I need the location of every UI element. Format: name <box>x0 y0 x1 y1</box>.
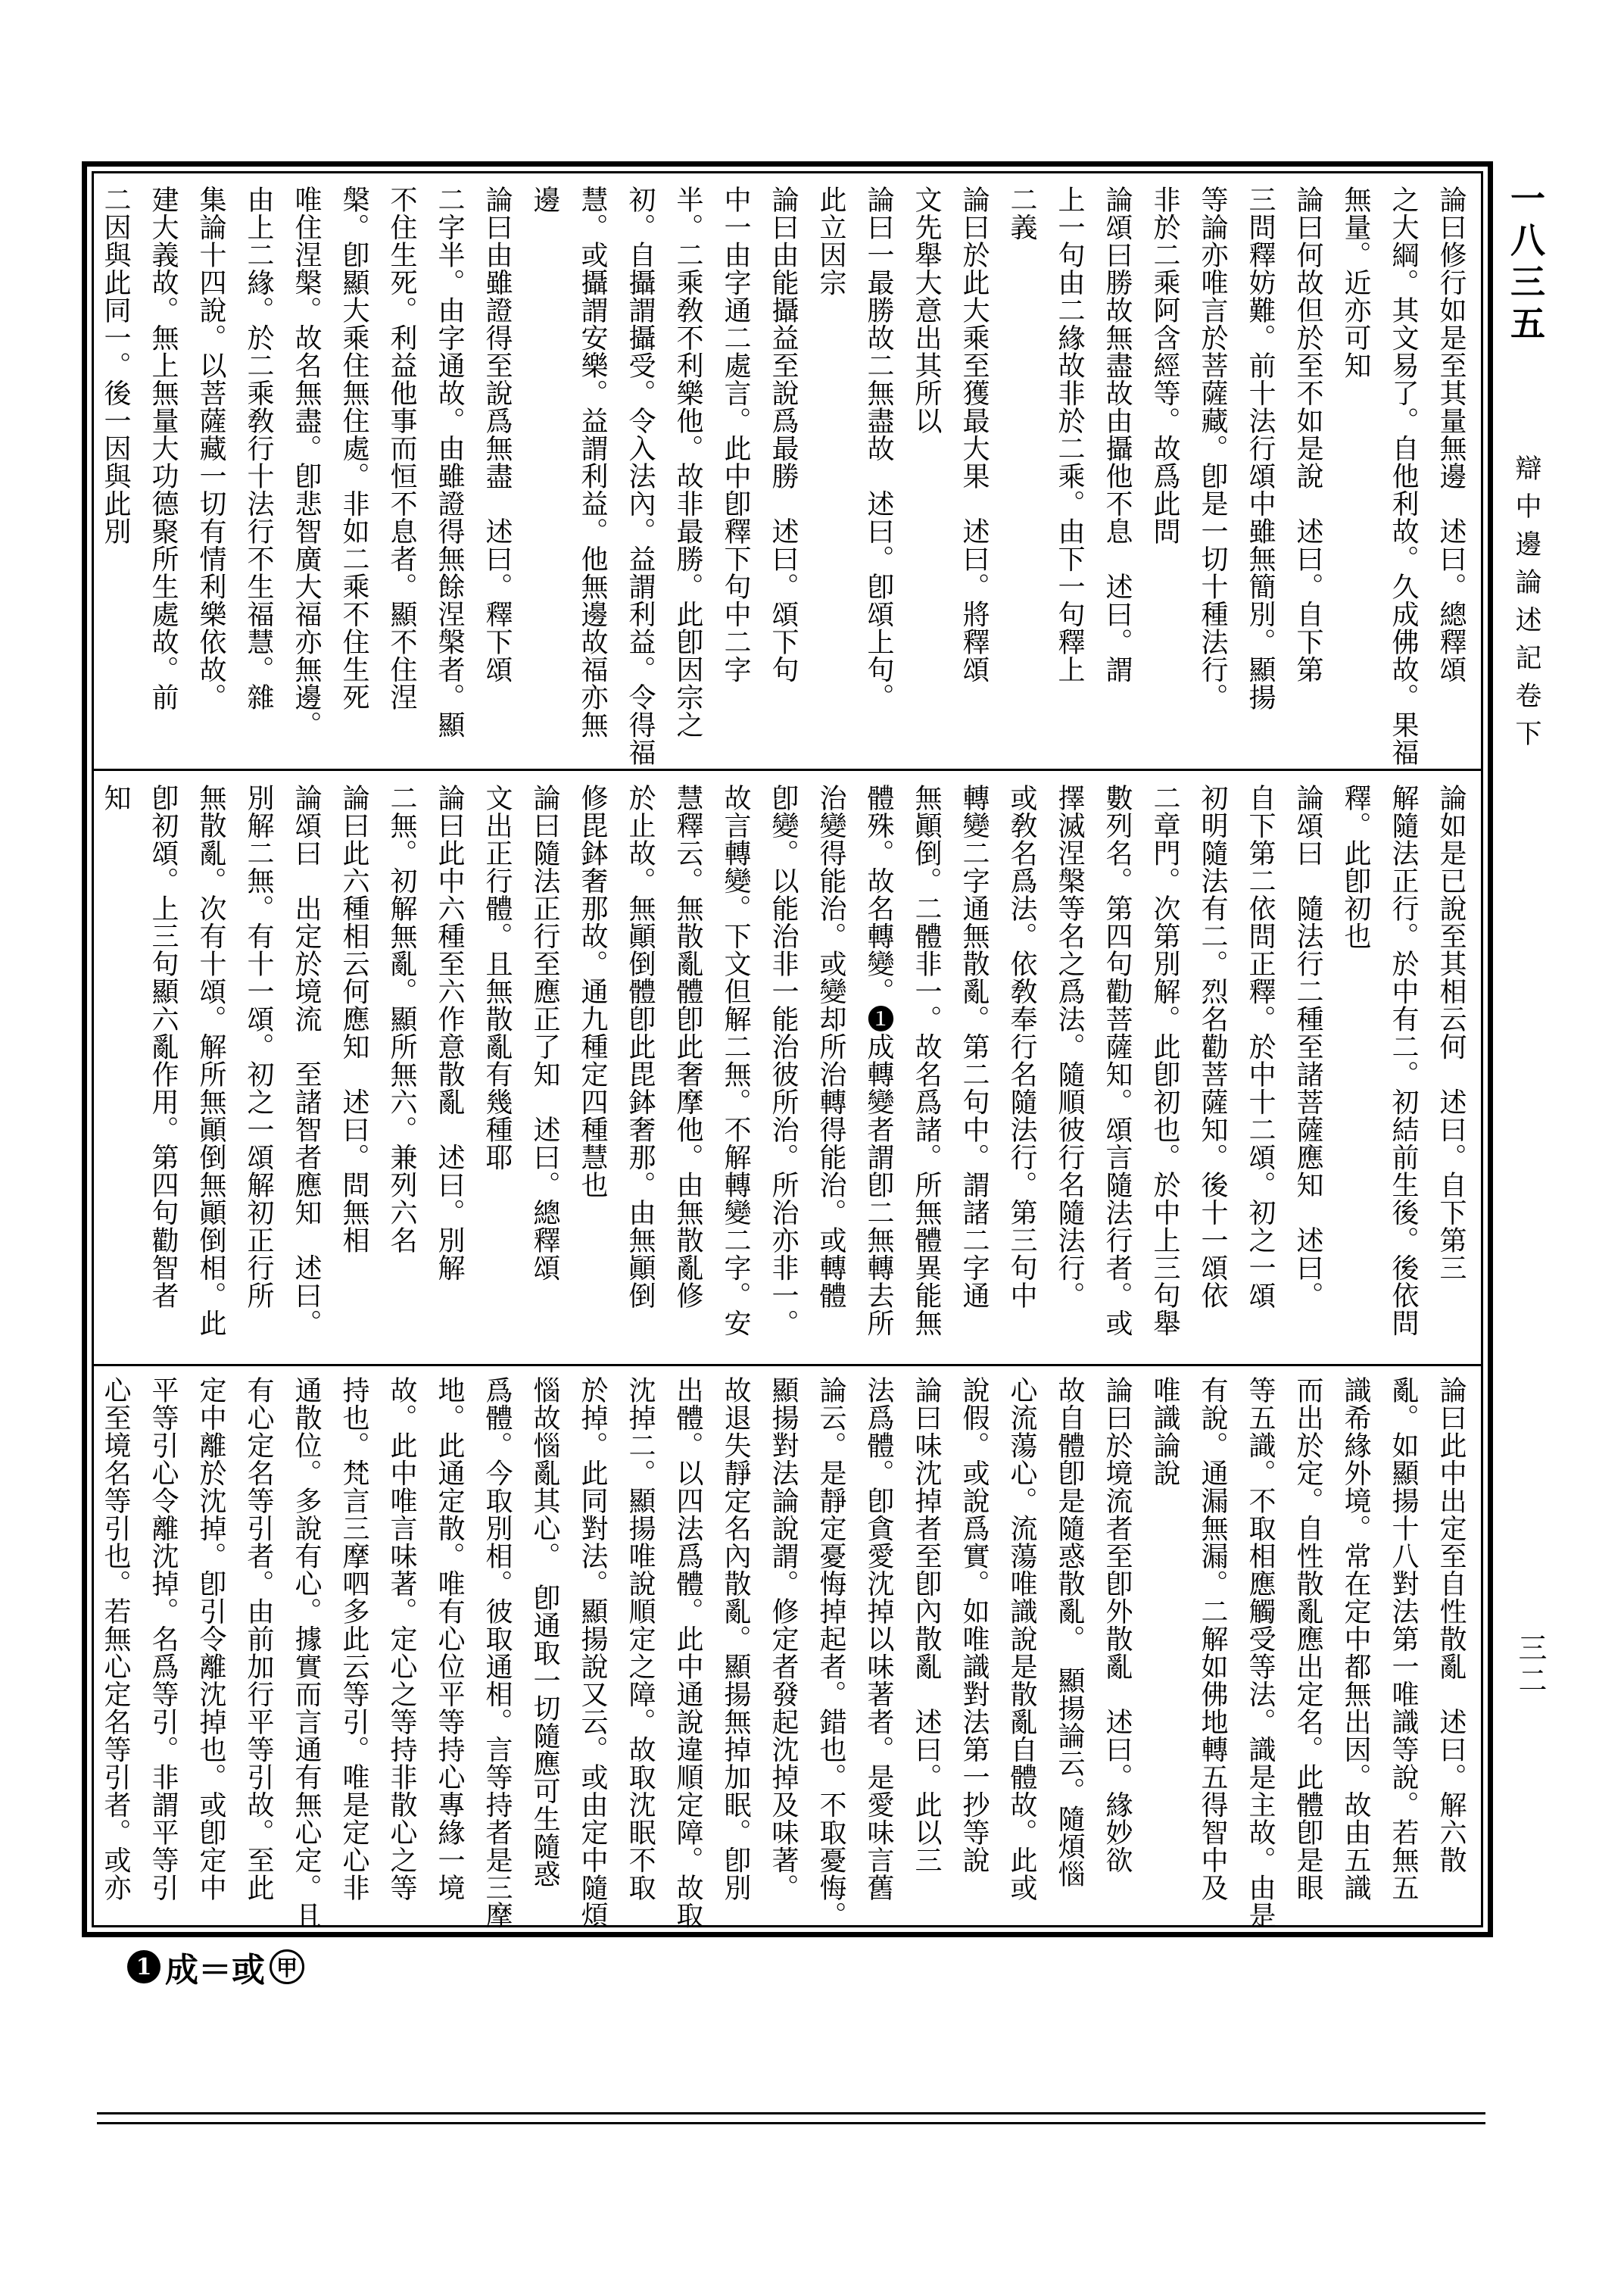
text-column: 不住生死。利益他事而恒不息者。顯不住涅 <box>386 186 417 711</box>
band-divider-rule <box>94 769 1481 771</box>
text-band-lower <box>92 1376 1475 1929</box>
text-column: 通散位。多說有心。據實而言通有無心定。且 <box>291 1376 322 1929</box>
text-column: 沈掉二。顯揚唯說順定之障。故取沈眠不取 <box>625 1376 656 1902</box>
text-column: 由上二緣。於二乘敎行十法行不生福慧。雜 <box>243 186 274 711</box>
text-column: 唯住涅槃。故名無盡。卽悲智廣大福亦無邊。 <box>291 186 322 738</box>
text-column: 論曰由雖證得至說爲無盡 述曰。釋下頌 <box>482 186 513 683</box>
text-column: 三問釋妨難。前十法行頌中雖無簡別。顯揚 <box>1245 186 1276 711</box>
text-column: 論頌曰勝故無盡故由攝他不息 述曰。謂 <box>1102 186 1133 683</box>
bottom-rule <box>97 2112 1485 2114</box>
text-column: 定中離於沈掉。卽引令離沈掉也。或卽定中 <box>195 1376 226 1902</box>
text-column: 二無。初解無亂。顯所無六。兼列六名 <box>386 784 417 1254</box>
text-column: 別解二無。有十一頌。初之一頌解初正行所 <box>243 784 274 1309</box>
text-column: 論曰一最勝故二無盡故 述曰。卽頌上句。 <box>863 186 894 711</box>
band-divider-rule <box>94 1364 1481 1366</box>
text-column: 建大義故。無上無量大功德聚所生處故。前 <box>148 186 179 711</box>
text-column: 而出於定。自性散亂應出定名。此體卽是眼 <box>1292 1376 1323 1902</box>
text-column: 卽變。以能治非一能治彼所治。所治亦非一。 <box>768 784 799 1337</box>
text-column: 慧。或攝謂安樂。益謂利益。他無邊故福亦無 <box>577 186 608 738</box>
text-column: 顯揚對法論說謂。修定者發起沈掉及味著。 <box>768 1376 799 1902</box>
text-column: 亂。如顯揚十八對法第一唯識等說。若無五 <box>1388 1376 1419 1902</box>
text-column: 擇滅涅槃等名之爲法。隨順彼行名隨法行。 <box>1054 784 1085 1309</box>
folio-number: 一八三五 <box>1505 180 1546 347</box>
text-column: 故退失靜定名內散亂。顯揚無掉加眠。卽別 <box>720 1376 751 1902</box>
text-column: 無顚倒。二體非一。故名爲諸。所無體異能無 <box>911 784 942 1337</box>
text-column: 論曰味沈掉者至卽內散亂 述曰。此以三 <box>911 1376 942 1874</box>
text-column: 論曰此六種相云何應知 述曰。問無相 <box>338 784 369 1254</box>
text-column: 釋。此卽初也 <box>1340 784 1371 950</box>
text-column: 於止故。無顚倒體卽此毘鉢奢那。由無顚倒 <box>625 784 656 1309</box>
text-column: 論曰由能攝益至說爲最勝 述曰。頌下句 <box>768 186 799 683</box>
text-column: 無散亂。次有十頌。解所無顚倒無顚倒相。此 <box>195 784 226 1337</box>
text-column: 自下第二依問正釋。於中十二頌。初之一頌 <box>1245 784 1276 1309</box>
text-column: 文先舉大意出其所以 <box>911 186 942 435</box>
text-column: 或敎名爲法。依敎奉行名隨法行。第三句中 <box>1006 784 1037 1309</box>
text-column: 平等引心令離沈掉。名爲等引。非謂平等引 <box>148 1376 179 1902</box>
collation-footnote <box>127 1945 304 1989</box>
text-column: 唯識論說 <box>1149 1376 1180 1487</box>
text-band-middle <box>92 784 1475 1356</box>
text-column: 非於二乘阿含經等。故爲此問 <box>1149 186 1180 545</box>
text-column: 爲體。今取別相。彼取通相。言等持者是三摩 <box>482 1376 513 1929</box>
text-column: 論如是已說至其相云何 述曰。自下第三 <box>1435 784 1467 1281</box>
text-column: 邊 <box>529 186 560 214</box>
text-column: 於掉。此同對法。顯揚說又云。或由定中隨煩 <box>577 1376 608 1929</box>
text-column: 論頌曰 隨法行二種至諸菩薩應知 述曰。 <box>1292 784 1323 1309</box>
text-column: 論頌曰 出定於境流 至諸智者應知 述曰。 <box>291 784 322 1337</box>
text-column: 半。二乘敎不利樂他。故非最勝。此卽因宗之 <box>672 186 703 738</box>
text-column: 卽初頌。上三句顯六亂作用。第四句勸智者 <box>148 784 179 1309</box>
footnote-marker-icon: 1 <box>127 1950 161 1983</box>
text-column: 論曰何故但於至不如是說 述曰。自下第 <box>1292 186 1323 683</box>
text-column: 故自體卽是隨惑散亂。 顯揚論云。隨煩惱 <box>1054 1376 1085 1888</box>
text-column: 持也。梵言三摩呬多此云等引。唯是定心非 <box>338 1376 369 1902</box>
text-column: 有心定名等引者。由前加行平等引故。至此 <box>243 1376 274 1902</box>
text-column: 論云。是靜定憂悔掉起者。錯也。不取憂悔。 <box>815 1376 846 1929</box>
text-column: 體殊。故名轉變。❶成轉變者謂卽二無轉去所 <box>863 784 894 1337</box>
text-column: 識希緣外境。常在定中都無出因。故由五識 <box>1340 1376 1371 1902</box>
text-column: 文出正行體。且無散亂有幾種耶 <box>482 784 513 1171</box>
text-column: 說假。或說爲實。如唯識對法第一抄等說 <box>959 1376 990 1874</box>
edition-mark-icon: 甲 <box>270 1949 304 1984</box>
bottom-rule <box>97 2122 1485 2124</box>
text-column: 有說。通漏無漏。二解如佛地轉五得智中及 <box>1197 1376 1228 1902</box>
text-column: 論曰此中出定至自性散亂 述曰。解六散 <box>1435 1376 1467 1874</box>
page-frame-inner <box>92 171 1483 1927</box>
text-column: 治變得能治。或變却所治轉得能治。或轉體 <box>815 784 846 1309</box>
text-column: 論曰於境流者至卽外散亂 述曰。緣妙欲 <box>1102 1376 1133 1874</box>
text-column: 此立因宗 <box>815 186 846 296</box>
text-column: 初。自攝謂攝受。令入法內。益謂利益。令得福 <box>625 186 656 766</box>
text-column: 知 <box>100 784 131 812</box>
text-column: 無量。近亦可知 <box>1340 186 1371 379</box>
text-column: 出體。以四法爲體。此中通說違順定障。故取 <box>672 1376 703 1929</box>
text-column: 上一句由二緣故非於二乘。由下一句釋上 <box>1054 186 1085 683</box>
text-column: 之大綱。其文易了。自他利故。久成佛故。果福 <box>1388 186 1419 766</box>
footnote-text: 成＝或 <box>165 1951 265 1990</box>
text-column: 論曰此中六種至六作意散亂 述曰。別解 <box>434 784 465 1281</box>
text-column: 等五識。不取相應觸受等法。識是主故。由是 <box>1245 1376 1276 1929</box>
text-column: 地。此通定散。唯有心位平等持心專緣一境 <box>434 1376 465 1902</box>
text-column: 集論十四說。以菩薩藏一切有情利樂依故。 <box>195 186 226 711</box>
text-column: 法爲體。卽貪愛沈掉以味著者。是愛味言舊 <box>863 1376 894 1902</box>
text-column: 中一由字通二處言。此中卽釋下句中二字 <box>720 186 751 683</box>
book-title: 辯中邊論述記卷下 <box>1511 454 1541 757</box>
text-column: 二字半。由字通故。由雖證得無餘涅槃者。顯 <box>434 186 465 738</box>
text-column: 慧釋云。無散亂體卽此奢摩他。由無散亂修 <box>672 784 703 1309</box>
text-column: 解隨法正行。於中有二。初結前生後。後依問 <box>1388 784 1419 1337</box>
text-column: 槃。卽顯大乘住無住處。非如二乘不住生死 <box>338 186 369 711</box>
text-band-upper <box>92 186 1475 766</box>
text-column: 初明隨法有二。烈名勸菩薩知。後十一頌依 <box>1197 784 1228 1309</box>
text-column: 故言轉變。下文但解二無。不解轉變二字。安 <box>720 784 751 1337</box>
page-frame-outer <box>82 161 1493 1937</box>
text-column: 惱故惱亂其心。 卽通取一切隨應可生隨惑 <box>529 1376 560 1888</box>
text-column: 心流蕩心。流蕩唯識說是散亂自體故。此或 <box>1006 1376 1037 1902</box>
text-column: 二因與此同一。後一因與此別 <box>100 186 131 545</box>
text-column: 論曰修行如是至其量無邊 述曰。總釋頌 <box>1435 186 1467 683</box>
text-column: 二章門。次第別解。此卽初也。於中上三句舉 <box>1149 784 1180 1337</box>
text-column: 論曰於此大乘至獲最大果 述曰。將釋頌 <box>959 186 990 683</box>
text-column: 二義 <box>1006 186 1037 241</box>
text-column: 故。此中唯言味著。定心之等持非散心之等 <box>386 1376 417 1902</box>
text-column: 修毘鉢奢那故。通九種定四種慧也 <box>577 784 608 1199</box>
text-column: 轉變二字通無散亂。第二句中。謂諸二字通 <box>959 784 990 1309</box>
text-column: 數列名。第四句勸菩薩知。頌言隨法行者。或 <box>1102 784 1133 1337</box>
leaf-number: 三二 <box>1513 1633 1547 1698</box>
text-column: 心至境名等引也。若無心定名等引者。或亦 <box>100 1376 131 1902</box>
text-column: 論曰隨法正行至應正了知 述曰。總釋頌 <box>529 784 560 1281</box>
text-column: 等論亦唯言於菩薩藏。卽是一切十種法行。 <box>1197 186 1228 711</box>
